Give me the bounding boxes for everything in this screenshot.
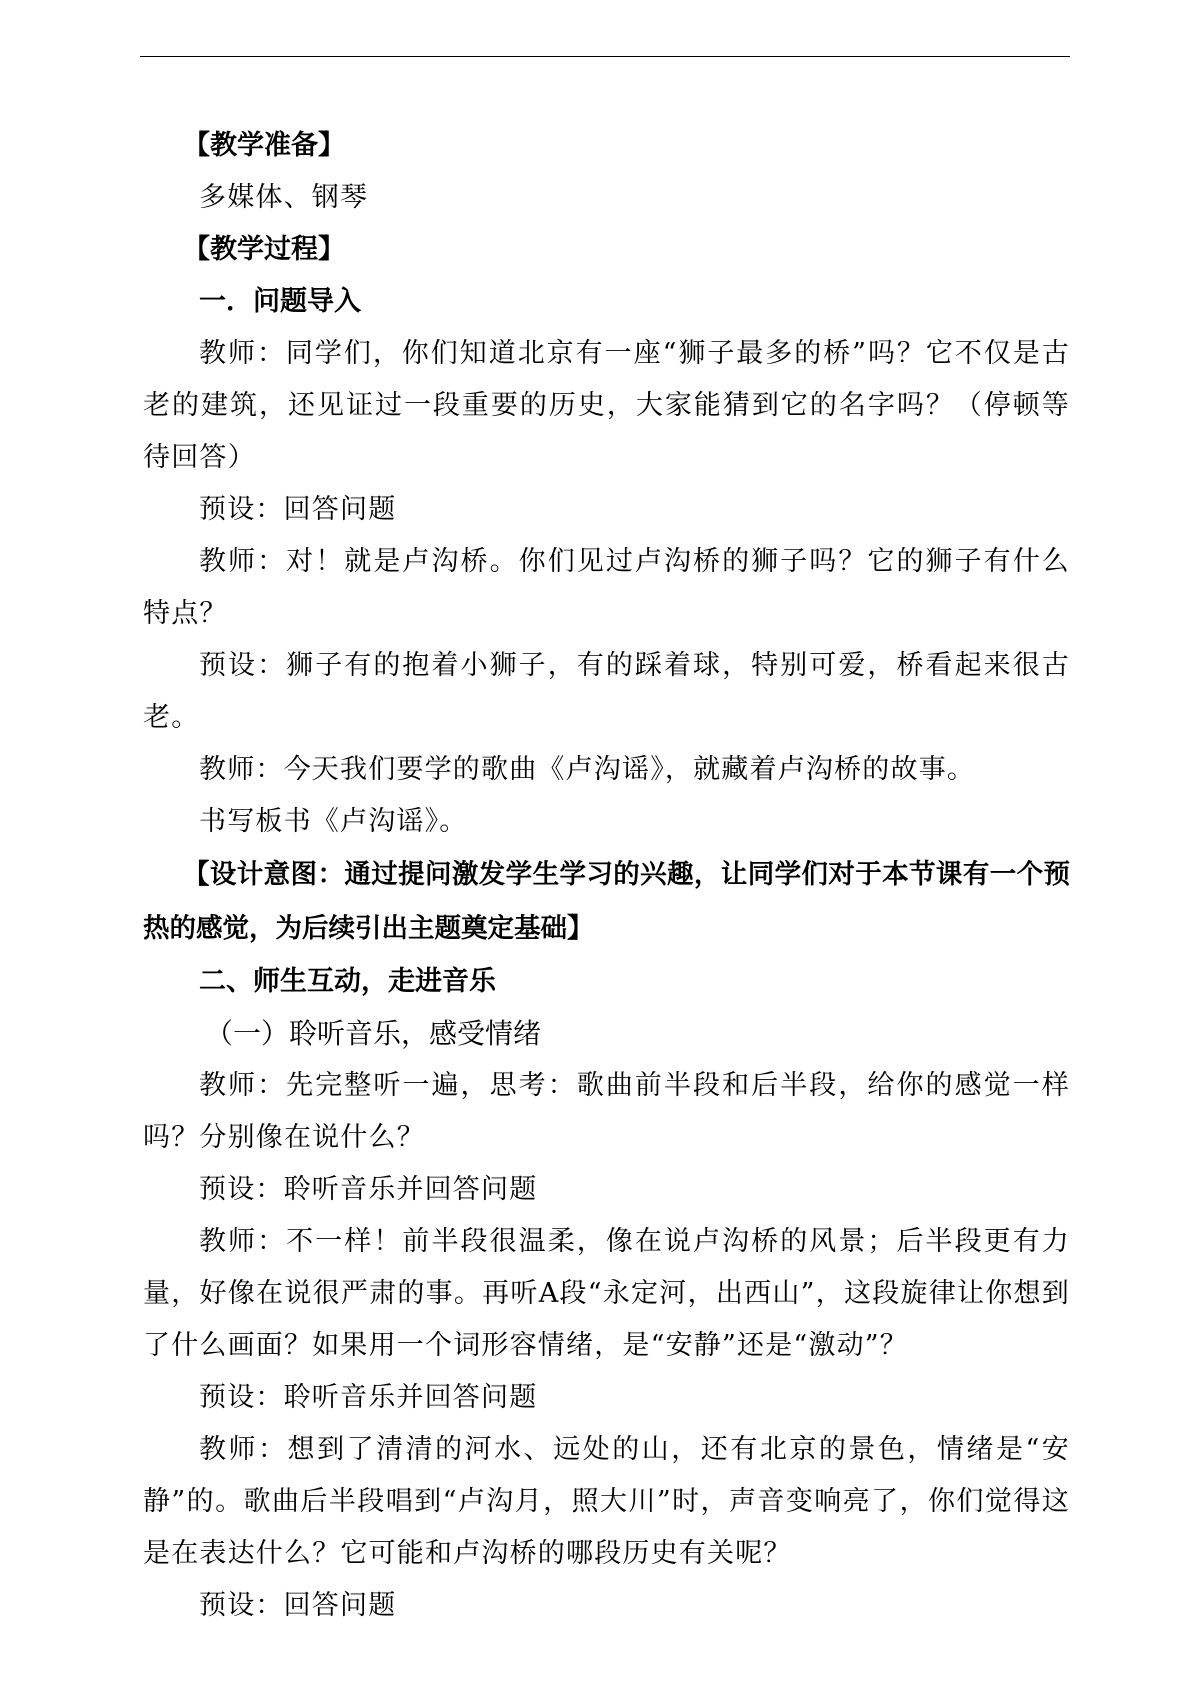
- paragraph: 教师：同学们，你们知道北京有一座“狮子最多的桥”吗？它不仅是古老的建筑，还见证过一段重要的历史，大家能猜到它的名字吗？（停顿等待回答）: [143, 338, 1070, 473]
- paragraph: 预设：回答问题: [199, 1590, 397, 1621]
- paragraph: 教师：不一样！前半段很温柔，像在说卢沟桥的风景；后半段更有力量，好像在说很严肃的事。再听A段“永定河，出西山”，这段旋律让你想到了什么画面？如果用一个词形容情绪，是“安静”还是“激动”？: [143, 1226, 1070, 1361]
- part1-heading: 一．问题导入: [199, 286, 361, 317]
- paragraph: 教师：想到了清清的河水、远处的山，还有北京的景色，情绪是“安静”的。歌曲后半段唱到“卢沟月，照大川”时，声音变响亮了，你们觉得这是在表达什么？它可能和卢沟桥的哪段历史有关呢？: [143, 1434, 1070, 1569]
- paragraph: 预设：聆听音乐并回答问题: [199, 1382, 538, 1413]
- teaching-prep-heading: 【教学准备】: [183, 130, 345, 161]
- teaching-process-heading: 【教学过程】: [183, 234, 345, 265]
- paragraph: 预设：狮子有的抱着小狮子，有的踩着球，特别可爱，桥看起来很古老。: [143, 650, 1070, 733]
- paragraph: 预设：回答问题: [199, 494, 397, 525]
- part2-subheading: （一）聆听音乐，感受情绪: [205, 1017, 542, 1050]
- paragraph: 教师：对！就是卢沟桥。你们见过卢沟桥的狮子吗？它的狮子有什么特点？: [143, 546, 1070, 629]
- paragraph: 教师：今天我们要学的歌曲《卢沟谣》，就藏着卢沟桥的故事。: [199, 754, 976, 785]
- header-rule: [140, 56, 1070, 57]
- paragraph: 书写板书《卢沟谣》。: [199, 806, 468, 837]
- design-intent: 【设计意图：通过提问激发学生学习的兴趣，让同学们对于本节课有一个预热的感觉，为后续引出主题奠定基础】: [143, 859, 1070, 944]
- document-body: [143, 120, 1070, 1632]
- paragraph: 教师：先完整听一遍，思考：歌曲前半段和后半段，给你的感觉一样吗？分别像在说什么？: [143, 1070, 1070, 1153]
- paragraph: 预设：聆听音乐并回答问题: [199, 1174, 538, 1205]
- teaching-prep-text: 多媒体、钢琴: [199, 182, 369, 213]
- part2-heading: 二、师生互动，走进音乐: [199, 966, 496, 997]
